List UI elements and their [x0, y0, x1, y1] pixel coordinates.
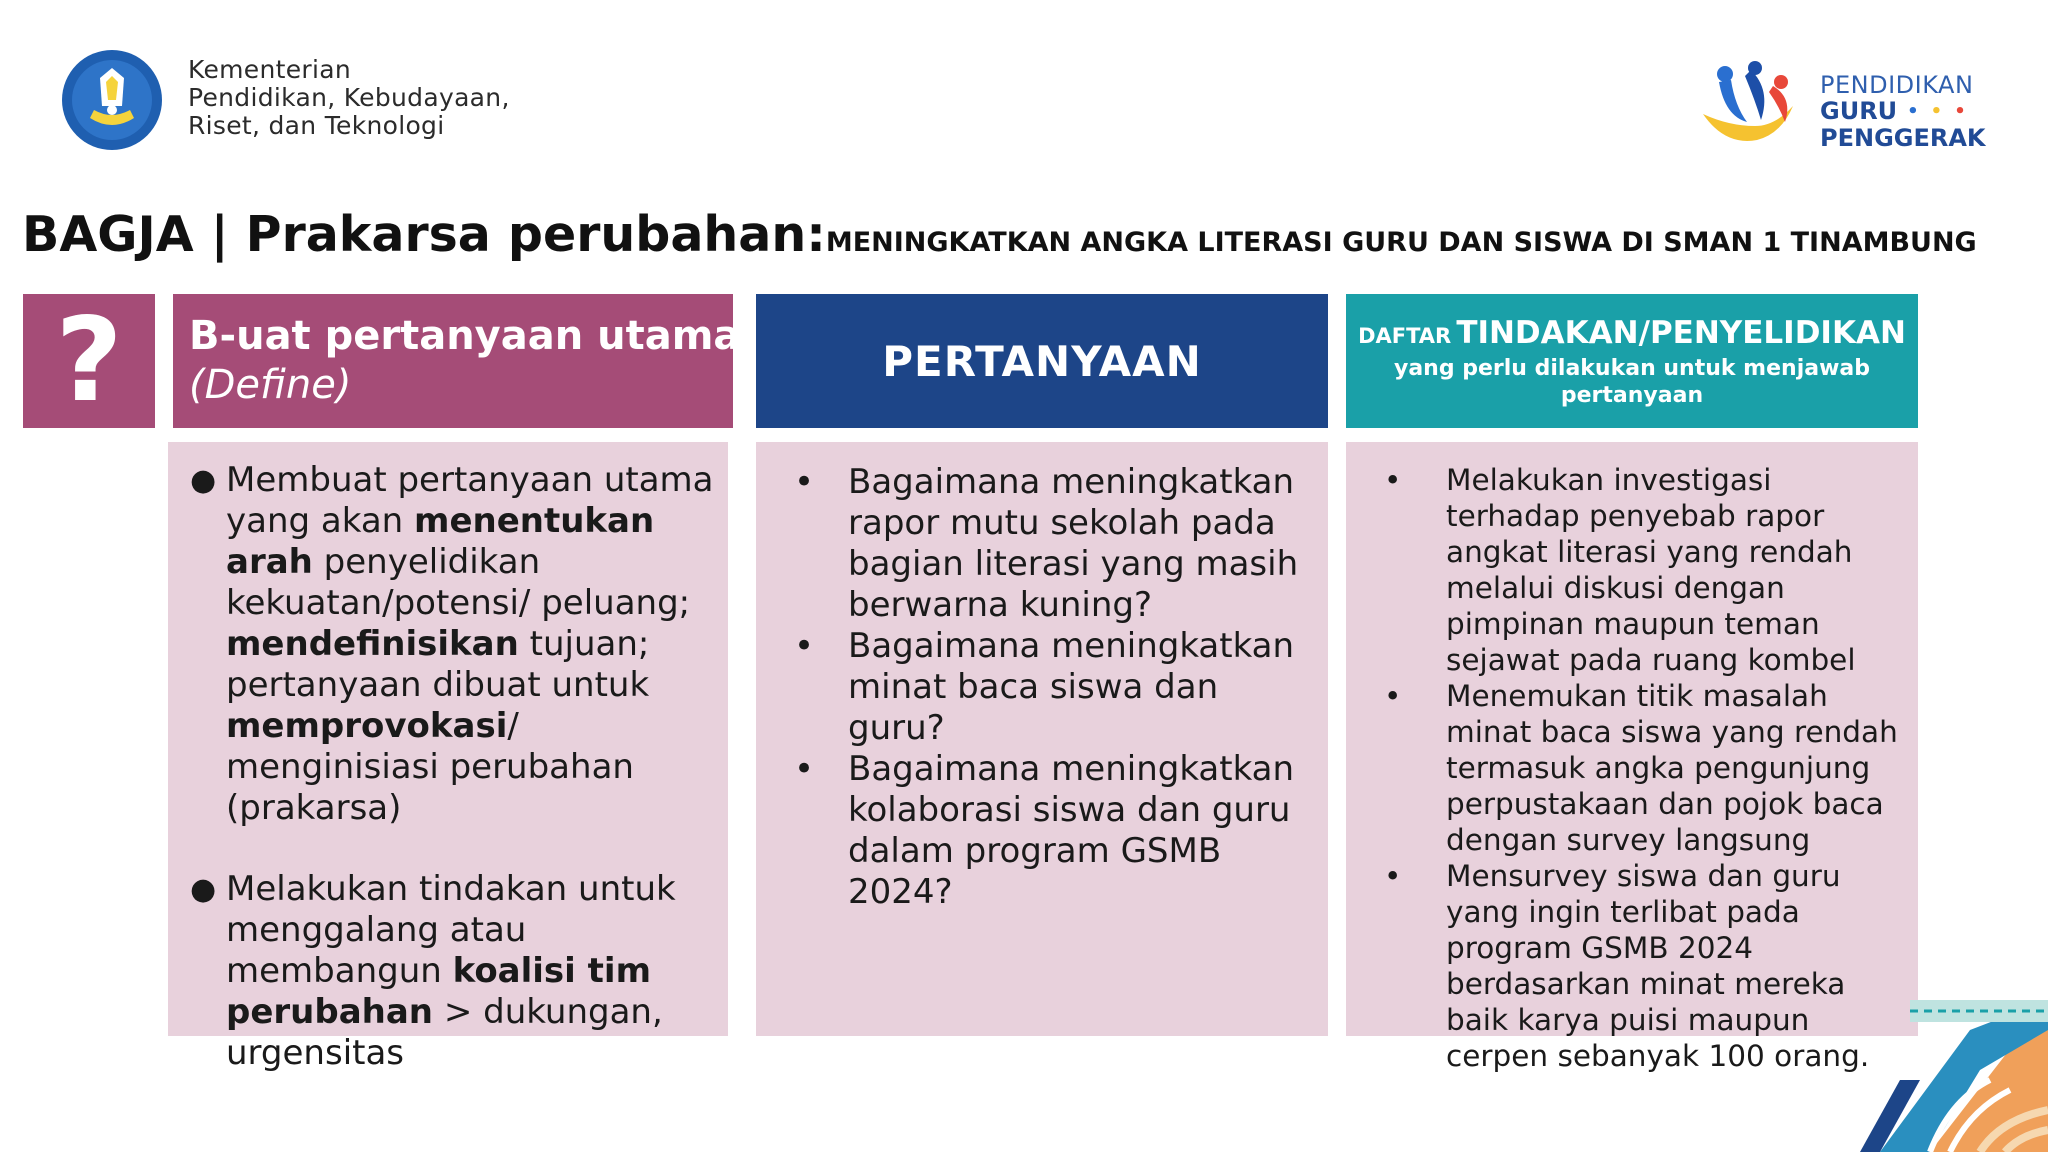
emphasis-text: koalisi tim perubahan	[226, 951, 651, 1032]
define-header	[173, 294, 741, 428]
question-item	[784, 462, 1318, 626]
daftar-header-prefix: DAFTAR	[1358, 324, 1452, 348]
action-item	[1374, 462, 1912, 678]
bullet-icon: •	[1384, 463, 1402, 497]
daftar-header-title: TINDAKAN/PENYELIDIKAN	[1456, 315, 1906, 351]
item-text: tujuan; pertanyaan dibuat untuk	[226, 624, 650, 705]
emphasis-text: menentukan arah	[226, 501, 655, 582]
item-text: Menemukan titik masalah minat baca siswa yang rendah termasuk angka pengunjung perpustakaan dan pojok baca dengan survey langsung	[1446, 679, 1898, 857]
item-text: Membuat pertanyaan utama yang akan	[226, 460, 714, 541]
define-item	[190, 869, 718, 1074]
guru-penggerak-logo	[1695, 60, 1805, 152]
question-mark-icon: ?	[55, 293, 123, 428]
pertanyaan-header	[756, 294, 1328, 428]
bullet-icon: ●	[190, 463, 217, 498]
bullet-icon: •	[794, 749, 815, 789]
item-text: / menginisiasi perubahan (prakarsa)	[226, 706, 634, 828]
dots-icon: •••	[1907, 101, 1978, 122]
actions-content-box	[1346, 442, 1918, 1073]
question-list	[784, 462, 1318, 913]
program-line-2: GURU	[1820, 97, 1898, 125]
action-item	[1374, 678, 1912, 858]
daftar-header	[1346, 294, 1918, 428]
emphasis-text: memprovokasi	[226, 706, 508, 746]
bullet-icon: •	[794, 462, 815, 502]
item-text: Melakukan tindakan untuk menggalang atau membangun	[226, 869, 676, 991]
bullet-icon: ●	[190, 872, 217, 907]
emphasis-text: mendefinisikan	[226, 624, 519, 664]
question-item	[784, 749, 1318, 913]
bullet-icon: •	[794, 626, 815, 666]
pertanyaan-header-title: PERTANYAAN	[882, 336, 1202, 386]
ministry-line-2: Pendidikan, Kebudayaan,	[188, 83, 510, 112]
page-title	[22, 206, 1977, 263]
ministry-line-3: Riset, dan Teknologi	[188, 111, 445, 140]
define-content-box	[168, 442, 728, 1073]
kemdikbud-logo	[60, 48, 164, 152]
item-text: Melakukan investigasi terhadap penyebab rapor angkat literasi yang rendah melalui diskusi dengan pimpinan maupun teman sejawat pada ruang kombel	[1446, 463, 1856, 677]
decorative-corner-graphic	[1780, 960, 2048, 1152]
item-text: > dukungan, urgensitas	[226, 992, 663, 1073]
program-line-1: PENDIDIKAN	[1820, 71, 1974, 99]
item-text: Mensurvey siswa dan guru yang ingin terlibat pada program GSMB 2024 berdasarkan minat mereka baik karya puisi maupun cerpen sebanyak 100 orang.	[1446, 859, 1870, 1073]
define-header-title: B-uat pertanyaan utama	[189, 313, 741, 359]
questions-content-box	[756, 442, 1328, 1036]
item-text: Bagaimana meningkatkan minat baca siswa dan guru?	[848, 626, 1295, 748]
ministry-line-1: Kementerian	[188, 55, 351, 84]
define-item	[190, 460, 718, 829]
title-subject: MENINGKATKAN ANGKA LITERASI GURU DAN SISWA DI SMAN 1 TINAMBUNG	[825, 227, 1977, 258]
ministry-name	[188, 56, 510, 140]
question-mark-box	[23, 294, 155, 428]
guru-penggerak-wordmark	[1820, 72, 1986, 151]
bullet-icon: •	[1384, 679, 1402, 713]
define-header-subtitle: (Define)	[189, 362, 352, 408]
program-line-3: PENGGERAK	[1820, 124, 1986, 152]
define-list	[190, 460, 718, 1074]
item-text: Bagaimana meningkatkan kolaborasi siswa dan guru dalam program GSMB 2024?	[848, 749, 1295, 912]
title-main: BAGJA | Prakarsa perubahan:	[22, 206, 826, 263]
question-item	[784, 626, 1318, 749]
item-text: Bagaimana meningkatkan rapor mutu sekolah pada bagian literasi yang masih berwarna kuning?	[848, 462, 1299, 625]
daftar-header-description: yang perlu dilakukan untuk menjawab pertanyaan	[1393, 356, 1870, 408]
bullet-icon: •	[1384, 859, 1402, 893]
item-text: penyelidikan kekuatan/potensi/ peluang;	[226, 542, 691, 623]
